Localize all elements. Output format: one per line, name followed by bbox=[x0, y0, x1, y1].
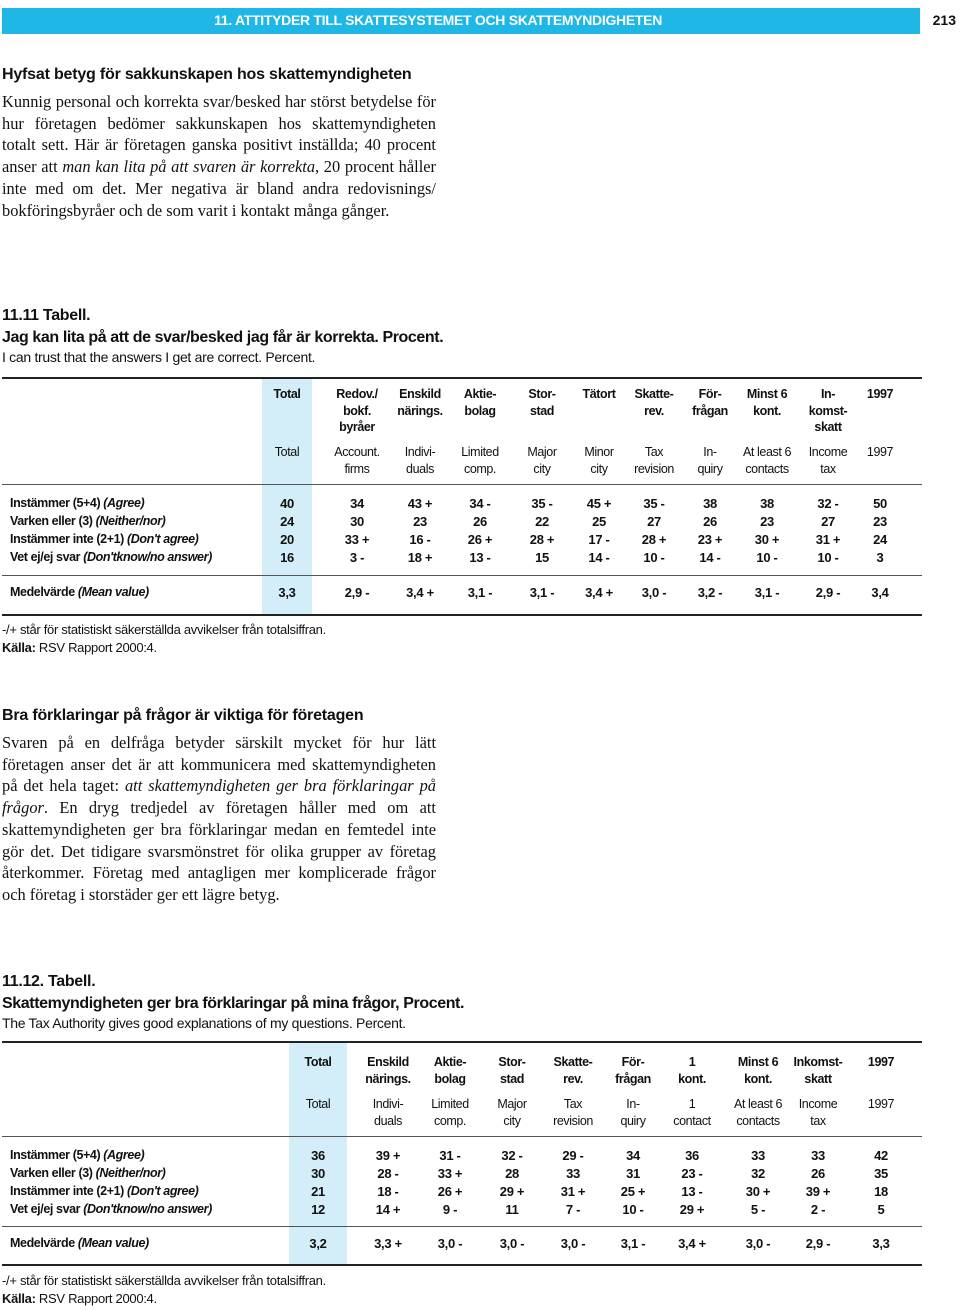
page-header bbox=[0, 8, 960, 36]
column-header-en: At least 6 contacts bbox=[742, 445, 792, 476]
column-header-en: Indivi- duals bbox=[372, 1097, 404, 1128]
column-header: 1997 bbox=[866, 387, 894, 401]
column-header-en: In- quiry bbox=[697, 445, 723, 476]
table-cell: 10 - bbox=[643, 550, 665, 565]
column-header-en: At least 6 contacts bbox=[733, 1097, 783, 1128]
table-cell: 14 - bbox=[588, 550, 610, 565]
column-header-en: Total bbox=[274, 445, 300, 459]
table-number: 11.12. Tabell. bbox=[2, 973, 96, 990]
section-heading-1: Hyfsat betyg för sakkunskapen hos skattemyndigheten bbox=[2, 66, 412, 83]
table-cell: 30 + bbox=[754, 532, 780, 547]
mean-cell: 3,1 - bbox=[529, 585, 555, 600]
column-header-en: Limited comp. bbox=[461, 445, 499, 476]
column-header-en: Major city bbox=[497, 1097, 527, 1128]
table-cell: 3 bbox=[876, 550, 884, 565]
table-cell: 35 - bbox=[531, 496, 553, 511]
table-cell: 12 bbox=[311, 1202, 325, 1217]
mean-cell: 3,0 - bbox=[499, 1236, 525, 1251]
table-title: Skattemyndigheten ger bra förklaringar på mina frågor, Procent. bbox=[2, 995, 465, 1012]
mean-cell: 2,9 - bbox=[805, 1236, 831, 1251]
table-cell: 23 bbox=[873, 514, 887, 529]
table-cell: 30 bbox=[311, 1166, 325, 1181]
table-rule bbox=[2, 614, 922, 616]
table-cell: 3 - bbox=[349, 550, 365, 565]
column-header-en: Total bbox=[305, 1097, 331, 1111]
table-cell: 28 + bbox=[529, 532, 555, 547]
table-cell: 42 bbox=[874, 1148, 888, 1163]
column-header-en: Income tax bbox=[808, 445, 848, 476]
table-cell: 2 - bbox=[810, 1202, 826, 1217]
table-cell: 32 - bbox=[817, 496, 839, 511]
mean-cell: 3,4 + bbox=[406, 585, 434, 600]
table-cell: 26 + bbox=[467, 532, 493, 547]
table-cell: 33 bbox=[566, 1166, 580, 1181]
table-cell: 35 bbox=[874, 1166, 888, 1181]
table-cell: 18 bbox=[874, 1184, 888, 1199]
table-cell: 45 + bbox=[586, 496, 612, 511]
table-cell: 25 bbox=[592, 514, 606, 529]
table-subtitle: I can trust that the answers I get are correct. Percent. bbox=[2, 349, 316, 365]
table-cell: 39 + bbox=[805, 1184, 831, 1199]
mean-cell: 3,0 - bbox=[641, 585, 667, 600]
row-label: Instämmer inte (2+1) (Don't agree) bbox=[10, 1184, 199, 1198]
table-cell: 5 bbox=[877, 1202, 885, 1217]
mean-cell: 3,3 bbox=[872, 1236, 890, 1251]
table-cell: 15 bbox=[535, 550, 549, 565]
mean-cell: 3,1 - bbox=[620, 1236, 646, 1251]
table-cell: 7 - bbox=[565, 1202, 581, 1217]
row-label: Instämmer (5+4) (Agree) bbox=[10, 496, 145, 510]
table-cell: 27 bbox=[821, 514, 835, 529]
column-header-en: Tax revision bbox=[634, 445, 674, 476]
table-cell: 26 bbox=[703, 514, 717, 529]
column-header-en: Tax revision bbox=[553, 1097, 593, 1128]
table-number: 11.11 Tabell. bbox=[2, 307, 91, 324]
table-cell: 29 - bbox=[562, 1148, 584, 1163]
table-cell: 33 + bbox=[437, 1166, 463, 1181]
column-header: Stor- stad bbox=[528, 387, 556, 418]
column-header: För- frågan bbox=[615, 1055, 651, 1086]
column-header: 1 kont. bbox=[678, 1055, 706, 1086]
table-note: -/+ står för statistiskt säkerställda avvikelser från totalsiffran. bbox=[2, 622, 326, 637]
table-cell: 16 - bbox=[409, 532, 431, 547]
table-cell: 23 - bbox=[681, 1166, 703, 1181]
table-cell: 23 + bbox=[697, 532, 723, 547]
column-header: Enskild närings. bbox=[365, 1055, 411, 1086]
column-header-en: Minor city bbox=[584, 445, 614, 476]
mean-cell: 2,9 - bbox=[815, 585, 841, 600]
table-rule bbox=[2, 1226, 922, 1227]
column-header: Skatte- rev. bbox=[553, 1055, 593, 1086]
table-cell: 31 bbox=[626, 1166, 640, 1181]
table-cell: 39 + bbox=[375, 1148, 401, 1163]
table-cell: 23 bbox=[413, 514, 427, 529]
column-header-en: Major city bbox=[527, 445, 557, 476]
row-label: Instämmer inte (2+1) (Don't agree) bbox=[10, 532, 199, 546]
table-cell: 22 bbox=[535, 514, 549, 529]
column-header: Aktie- bolag bbox=[463, 387, 497, 418]
table-rule bbox=[2, 1041, 922, 1043]
table-cell: 23 bbox=[760, 514, 774, 529]
table-cell: 28 bbox=[505, 1166, 519, 1181]
mean-cell: 3,4 bbox=[871, 585, 889, 600]
table-cell: 32 - bbox=[501, 1148, 523, 1163]
table-rule bbox=[2, 1136, 922, 1137]
table-cell: 10 - bbox=[756, 550, 778, 565]
table-cell: 9 - bbox=[442, 1202, 458, 1217]
column-header: Total bbox=[273, 387, 301, 401]
column-header: Skatte- rev. bbox=[634, 387, 674, 418]
table-cell: 18 + bbox=[407, 550, 433, 565]
table-cell: 38 bbox=[703, 496, 717, 511]
mean-cell: 3,1 - bbox=[467, 585, 493, 600]
table-cell: 34 bbox=[626, 1148, 640, 1163]
mean-cell: 3,3 + bbox=[374, 1236, 402, 1251]
table-cell: 40 bbox=[280, 496, 294, 511]
mean-row-label: Medelvärde (Mean value) bbox=[10, 1236, 149, 1250]
column-header-en: In- quiry bbox=[620, 1097, 646, 1128]
row-label: Vet ej/ej svar (Don'tknow/no answer) bbox=[10, 1202, 212, 1216]
column-header-en: Limited comp. bbox=[431, 1097, 469, 1128]
mean-cell: 3,3 bbox=[278, 585, 296, 600]
table-cell: 36 bbox=[685, 1148, 699, 1163]
results-table bbox=[0, 1041, 922, 1265]
table-cell: 31 + bbox=[560, 1184, 586, 1199]
table-cell: 24 bbox=[280, 514, 294, 529]
table-cell: 36 bbox=[311, 1148, 325, 1163]
table-cell: 29 + bbox=[679, 1202, 705, 1217]
row-label: Vet ej/ej svar (Don'tknow/no answer) bbox=[10, 550, 212, 564]
mean-row-label: Medelvärde (Mean value) bbox=[10, 585, 149, 599]
table-cell: 33 bbox=[751, 1148, 765, 1163]
table-cell: 28 - bbox=[377, 1166, 399, 1181]
table-cell: 29 + bbox=[499, 1184, 525, 1199]
table-source: Källa: RSV Rapport 2000:4. bbox=[2, 1291, 157, 1306]
column-header: Minst 6 kont. bbox=[746, 387, 788, 418]
table-cell: 13 - bbox=[469, 550, 491, 565]
table-cell: 14 + bbox=[375, 1202, 401, 1217]
table-cell: 20 bbox=[280, 532, 294, 547]
table-cell: 34 bbox=[350, 496, 364, 511]
column-header-en: Account. firms bbox=[334, 445, 380, 476]
table-cell: 10 - bbox=[622, 1202, 644, 1217]
mean-cell: 3,1 - bbox=[754, 585, 780, 600]
table-cell: 35 - bbox=[643, 496, 665, 511]
paragraph-2: Svaren på en delfråga betyder särskilt mycket för hur lätt företagen anser det är att kommunicera med skattemyndigheten på det hela taget: att skattemyndigheten ger bra förklaringar på frågor. En dryg tredjedel av företagen håller med om att skattemyndigheten ger bra förklaringar medan en femtedel inte gör det. Det tidigare svarsmönstret för olika grupper av företag återkommer. Företag med antagligen mer komplicerade frågor och företag i storstäder ger ett lägre betyg. bbox=[2, 733, 437, 904]
results-table bbox=[0, 377, 922, 615]
column-header-en: 1997 bbox=[866, 445, 894, 459]
mean-cell: 3,4 + bbox=[585, 585, 613, 600]
mean-cell: 2,9 - bbox=[344, 585, 370, 600]
row-label: Varken eller (3) (Neither/nor) bbox=[10, 1166, 166, 1180]
table-rule bbox=[2, 575, 922, 576]
paragraph-1: Kunnig personal och korrekta svar/besked har störst betydelse för hur företagen bedömer sakkunskapen hos skattemyndigheten totalt sett. Här är företagen ganska positivt inställda; 40 procent anser att man kan lita på att svaren är korrekta, 20 procent håller inte med om det. Mer negativa är bland andra redovisnings/ bokföringsbyråer och de som varit i kontakt många gånger. bbox=[2, 92, 436, 220]
column-header: Stor- stad bbox=[498, 1055, 526, 1086]
table-cell: 25 + bbox=[620, 1184, 646, 1199]
column-header: In- komst- skatt bbox=[808, 387, 848, 434]
table-cell: 26 bbox=[811, 1166, 825, 1181]
table-cell: 28 + bbox=[641, 532, 667, 547]
table-cell: 14 - bbox=[699, 550, 721, 565]
column-header-en: Indivi- duals bbox=[404, 445, 436, 476]
table-cell: 31 - bbox=[439, 1148, 461, 1163]
row-label: Instämmer (5+4) (Agree) bbox=[10, 1148, 145, 1162]
mean-cell: 3,0 - bbox=[560, 1236, 586, 1251]
chapter-banner bbox=[2, 8, 920, 34]
table-title: Jag kan lita på att de svar/besked jag får är korrekta. Procent. bbox=[2, 329, 444, 346]
table-rule bbox=[2, 484, 922, 485]
column-header: Aktie- bolag bbox=[433, 1055, 467, 1086]
table-cell: 30 bbox=[350, 514, 364, 529]
mean-cell: 3,4 + bbox=[678, 1236, 706, 1251]
table-cell: 24 bbox=[873, 532, 887, 547]
column-header-en: Income tax bbox=[798, 1097, 838, 1128]
table-cell: 30 + bbox=[745, 1184, 771, 1199]
column-header: Total bbox=[304, 1055, 332, 1069]
column-header: Minst 6 kont. bbox=[737, 1055, 779, 1086]
column-header: Enskild närings. bbox=[397, 387, 443, 418]
table-rule bbox=[2, 377, 922, 379]
table-cell: 27 bbox=[647, 514, 661, 529]
table-cell: 31 + bbox=[815, 532, 841, 547]
table-cell: 13 - bbox=[681, 1184, 703, 1199]
column-header: Inkomst- skatt bbox=[793, 1055, 843, 1086]
column-header-en: 1997 bbox=[867, 1097, 895, 1111]
column-header: Tätort bbox=[582, 387, 616, 401]
table-cell: 43 + bbox=[407, 496, 433, 511]
column-header-en: 1 contact bbox=[673, 1097, 711, 1128]
table-cell: 16 bbox=[280, 550, 294, 565]
page-number: 213 bbox=[932, 12, 956, 28]
table-cell: 32 bbox=[751, 1166, 765, 1181]
mean-cell: 3,0 - bbox=[745, 1236, 771, 1251]
table-cell: 11 bbox=[505, 1202, 519, 1217]
table-cell: 33 bbox=[811, 1148, 825, 1163]
table-cell: 5 - bbox=[750, 1202, 766, 1217]
row-label: Varken eller (3) (Neither/nor) bbox=[10, 514, 166, 528]
table-note: -/+ står för statistiskt säkerställda avvikelser från totalsiffran. bbox=[2, 1273, 326, 1288]
mean-cell: 3,2 bbox=[309, 1236, 327, 1251]
column-header: Redov./ bokf. byråer bbox=[336, 387, 378, 434]
table-cell: 33 + bbox=[344, 532, 370, 547]
column-header: För- frågan bbox=[692, 387, 728, 418]
table-cell: 17 - bbox=[588, 532, 610, 547]
chapter-title: 11. ATTITYDER TILL SKATTESYSTEMET OCH SKATTEMYNDIGHETEN bbox=[214, 12, 662, 28]
mean-cell: 3,0 - bbox=[437, 1236, 463, 1251]
column-header: 1997 bbox=[867, 1055, 895, 1069]
mean-cell: 3,2 - bbox=[697, 585, 723, 600]
table-cell: 38 bbox=[760, 496, 774, 511]
table-cell: 21 bbox=[311, 1184, 325, 1199]
table-cell: 26 + bbox=[437, 1184, 463, 1199]
section-heading-2: Bra förklaringar på frågor är viktiga för företagen bbox=[2, 707, 364, 724]
table-source: Källa: RSV Rapport 2000:4. bbox=[2, 640, 157, 655]
table-cell: 50 bbox=[873, 496, 887, 511]
table-rule bbox=[2, 1264, 922, 1266]
table-cell: 34 - bbox=[469, 496, 491, 511]
table-subtitle: The Tax Authority gives good explanations of my questions. Percent. bbox=[2, 1015, 406, 1031]
table-cell: 10 - bbox=[817, 550, 839, 565]
table-cell: 18 - bbox=[377, 1184, 399, 1199]
table-cell: 26 bbox=[473, 514, 487, 529]
